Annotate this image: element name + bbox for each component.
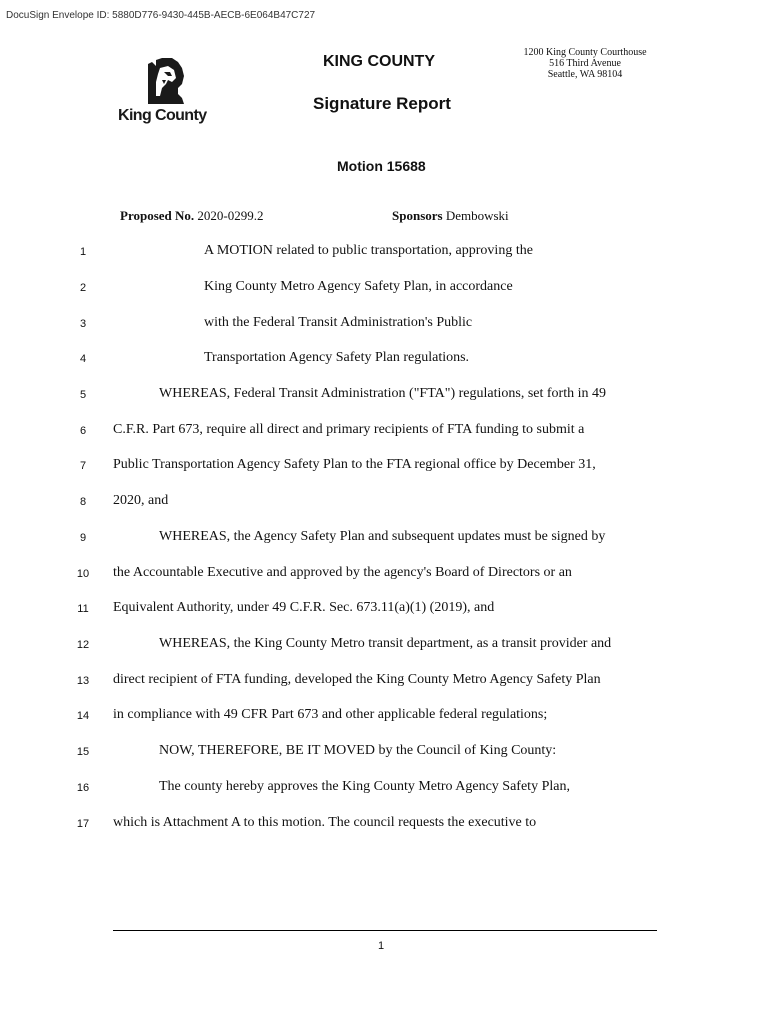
line-text: WHEREAS, the Agency Safety Plan and subsequent updates must be signed by (159, 529, 606, 544)
sponsors-label: Sponsors (392, 208, 443, 223)
body-line (0, 707, 770, 727)
line-number: 8 (79, 496, 87, 508)
line-number: 7 (79, 460, 87, 472)
footer-divider (113, 930, 657, 931)
body-line (0, 315, 770, 335)
report-title: Signature Report (313, 94, 451, 113)
line-number: 2 (79, 282, 87, 294)
line-text: The county hereby approves the King County Metro Agency Safety Plan, (159, 779, 570, 794)
line-text: with the Federal Transit Administration's Public (204, 315, 473, 330)
line-text: A MOTION related to public transportation, approving the (204, 243, 533, 258)
line-text: the Accountable Executive and approved by the agency's Board of Directors or an (113, 565, 572, 580)
proposed-value: 2020-0299.2 (197, 208, 264, 223)
line-number: 13 (76, 675, 90, 687)
address-line: Seattle, WA 98104 (547, 69, 623, 80)
line-text: WHEREAS, Federal Transit Administration ("FTA") regulations, set forth in 49 (159, 386, 606, 401)
body-line (0, 493, 770, 513)
line-number: 11 (77, 603, 89, 615)
body-line (0, 743, 770, 763)
sponsors-value: Dembowski (445, 208, 509, 223)
line-text: Transportation Agency Safety Plan regulations. (204, 350, 470, 365)
body-line (0, 815, 770, 835)
line-text: 2020, and (113, 493, 169, 508)
body-line (0, 672, 770, 692)
proposed-label: Proposed No. (120, 208, 195, 223)
line-text: direct recipient of FTA funding, developed the King County Metro Agency Safety Plan (113, 672, 601, 687)
address-line: 516 Third Avenue (549, 58, 621, 69)
line-text: C.F.R. Part 673, require all direct and primary recipients of FTA funding to submit a (113, 422, 585, 437)
line-text: Equivalent Authority, under 49 C.F.R. Sec. 673.11(a)(1) (2019), and (113, 600, 495, 615)
line-number: 17 (76, 818, 90, 830)
line-number: 4 (79, 353, 87, 365)
body-line (0, 243, 770, 263)
body-line (0, 565, 770, 585)
body-line (0, 779, 770, 799)
body-line (0, 279, 770, 299)
body-line (0, 350, 770, 370)
body-line (0, 636, 770, 656)
line-number: 10 (76, 568, 90, 580)
motion-title: Motion 15688 (337, 158, 426, 174)
body-line (0, 529, 770, 549)
body-line (0, 386, 770, 406)
line-text: WHEREAS, the King County Metro transit department, as a transit provider and (159, 636, 612, 651)
line-text: Public Transportation Agency Safety Plan to the FTA regional office by December 31, (113, 457, 596, 472)
line-number: 14 (76, 710, 90, 722)
body-line (0, 457, 770, 477)
line-number: 1 (79, 246, 87, 258)
page-number: 1 (378, 940, 385, 952)
line-number: 6 (79, 425, 87, 437)
address-line: 1200 King County Courthouse (523, 47, 647, 58)
line-number: 12 (76, 639, 90, 651)
line-number: 15 (76, 746, 90, 758)
line-number: 3 (79, 318, 87, 330)
line-number: 16 (76, 782, 90, 794)
logo-text: King County (118, 107, 207, 124)
line-text: in compliance with 49 CFR Part 673 and other applicable federal regulations; (113, 707, 548, 722)
line-number: 5 (79, 389, 87, 401)
line-text: King County Metro Agency Safety Plan, in accordance (204, 279, 513, 294)
line-text: which is Attachment A to this motion. The council requests the executive to (113, 815, 537, 830)
line-text: NOW, THEREFORE, BE IT MOVED by the Council of King County: (159, 743, 557, 758)
body-line (0, 600, 770, 620)
envelope-id: DocuSign Envelope ID: 5880D776-9430-445B-AECB-6E064B47C727 (6, 10, 316, 21)
county-title: KING COUNTY (323, 53, 435, 70)
line-number: 9 (79, 532, 87, 544)
body-line (0, 422, 770, 442)
